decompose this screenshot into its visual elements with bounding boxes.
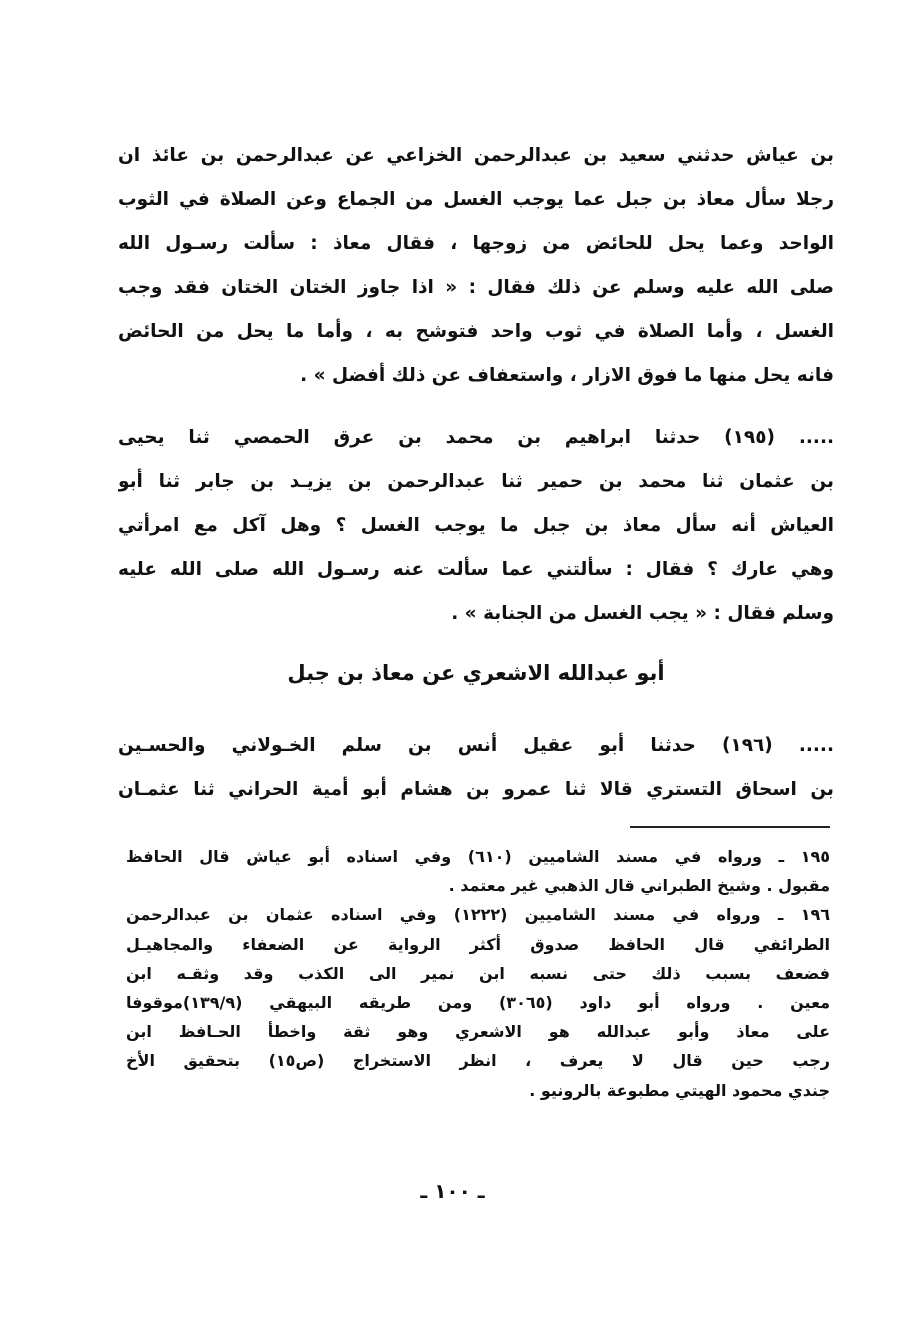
footnotes <box>126 842 830 1105</box>
text-line: بن عثمان ثنا محمد بن حمير ثنا عبدالرحمن بن يزيـد بن جابر ثنا أبو <box>118 471 834 492</box>
text-line: ..... (١٩٥) حدثنا ابراهيم بن محمد بن عرق الحمصي ثنا يحيى <box>118 427 834 448</box>
text-line: وهي عارك ؟ فقال : سألتني عما سألت عنه رسـول الله صلى الله عليه <box>118 559 834 580</box>
paragraph-hadith-194-continuation <box>118 134 834 398</box>
text-line: بن عياش حدثني سعيد بن عبدالرحمن الخزاعي عن عبدالرحمن بن عائذ ان <box>118 145 834 166</box>
section-heading: أبو عبدالله الاشعري عن معاذ بن جبل <box>287 661 665 685</box>
footnote-line: معين . ورواه أبو داود (٣٠٦٥) ومن طريقه البيهقي (١٣٩/٩)موقوفا <box>126 992 830 1012</box>
footnote-line: رجب حين قال لا يعرف ، انظر الاستخراج (ص١٥) بتحقيق الأخ <box>126 1051 830 1071</box>
text-line: بن اسحاق التستري قالا ثنا عمرو بن هشام أبو أمية الحراني ثنا عثمـان <box>118 779 834 800</box>
text-line: العياش أنه سأل معاذ بن جبل ما يوجب الغسل ؟ وهل آكل مع امرأتي <box>118 515 834 536</box>
text-line: وسلم فقال : « يجب الغسل من الجنابة » . <box>451 603 834 624</box>
text-line: فانه يحل منها ما فوق الازار ، واستعفاف عن ذلك أفضل » . <box>300 365 834 386</box>
page-number: ـ ١٠٠ ـ <box>420 1179 485 1203</box>
text-line: رجلا سأل معاذ بن جبل عما يوجب الغسل من الجماع وعن الصلاة في الثوب <box>118 189 834 210</box>
footnote-line: فضعف بسبب ذلك حتى نسبه ابن نمير الى الكذب وقد وثقـه ابن <box>126 963 830 983</box>
footnote-line: مقبول . وشيخ الطبراني قال الذهبي غير معتمد . <box>448 876 830 896</box>
paragraph-hadith-196 <box>118 724 834 812</box>
text-line: صلى الله عليه وسلم عن ذلك فقال : « اذا جاوز الختان الختان فقد وجب <box>118 277 834 298</box>
text-line: ..... (١٩٦) حدثنا أبو عقيل أنس بن سلم الخـولاني والحسـين <box>118 735 834 756</box>
footnote-line: الطرائفي قال الحافظ صدوق أكثر الرواية عن الضعفاء والمجاهيـل <box>126 934 830 954</box>
footnote-line: ١٩٦ ـ ورواه في مسند الشاميين (١٢٢٢) وفي اسناده عثمان بن عبدالرحمن <box>126 905 830 925</box>
footnote-line: جندي محمود الهيتي مطبوعة بالرونيو . <box>529 1080 830 1100</box>
footnote-line: ١٩٥ ـ ورواه في مسند الشاميين (٦١٠) وفي اسناده أبو عياش قال الحافظ <box>126 847 830 866</box>
text-line: الواحد وعما يحل للحائض من زوجها ، فقال معاذ : سألت رسـول الله <box>118 233 834 254</box>
paragraph-hadith-195 <box>118 416 834 636</box>
footnote-divider <box>630 826 830 828</box>
text-line: الغسل ، وأما الصلاة في ثوب واحد فتوشح به ، وأما ما يحل من الحائض <box>118 321 834 342</box>
footnote-line: على معاذ وأبو عبدالله هو الاشعري وهو ثقة واخطأ الحـافظ ابن <box>126 1022 830 1042</box>
